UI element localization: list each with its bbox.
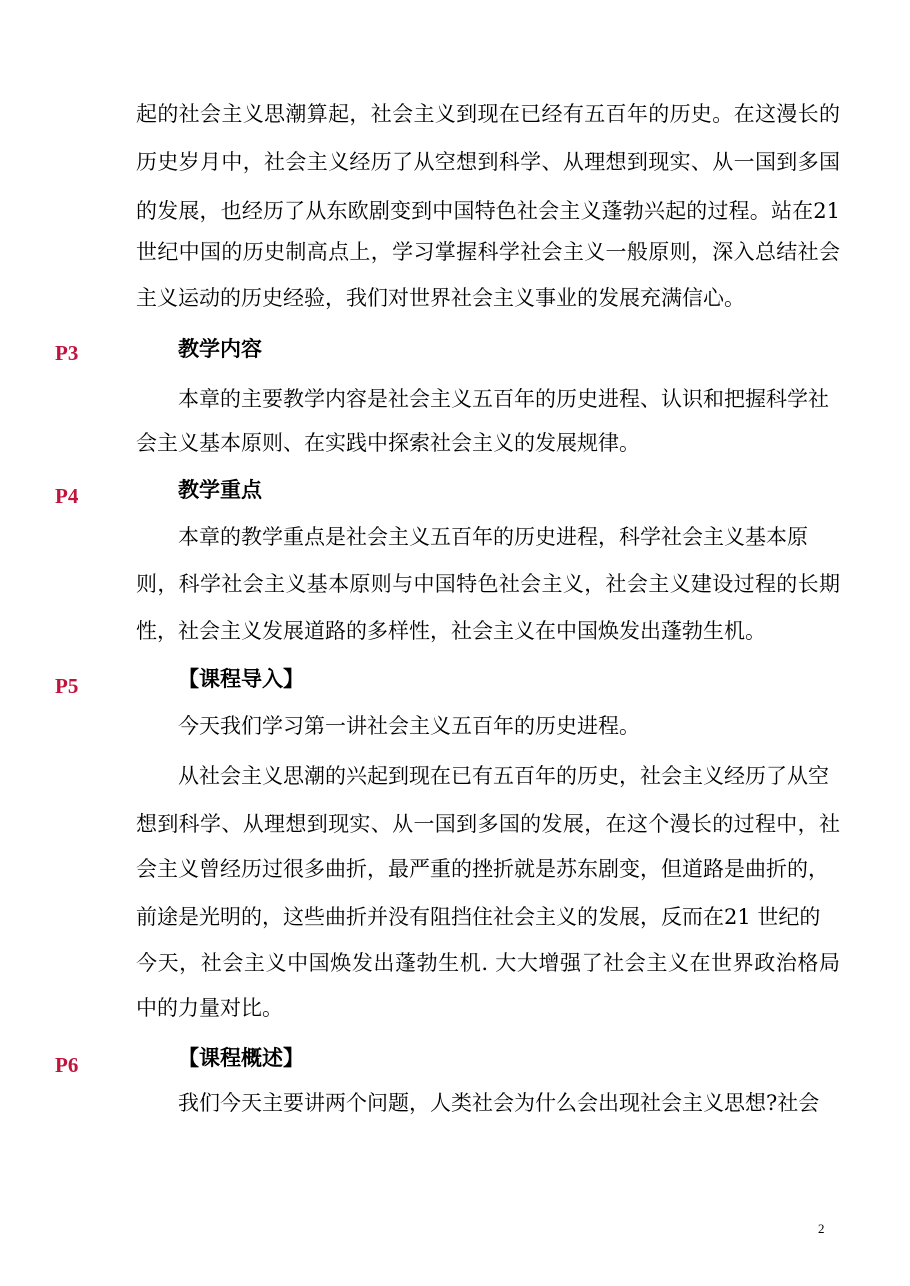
slide-marker: P6: [55, 1053, 79, 1077]
paragraph-line: 今天我们学习第一讲社会主义五百年的历史进程。: [178, 714, 640, 738]
paragraph-line: 前途是光明的，这些曲折并没有阻挡住社会主义的发展，反而在21 世纪的: [136, 905, 821, 929]
paragraph-line: 中的力量对比。: [136, 996, 283, 1020]
slide-marker: P3: [55, 341, 79, 365]
intro-line: 世纪中国的历史制高点上，学习掌握科学社会主义一般原则，深入总结社会: [136, 240, 840, 264]
paragraph-line: 会主义基本原则、在实践中探索社会主义的发展规律。: [136, 431, 640, 455]
paragraph-line: 从社会主义思潮的兴起到现在已有五百年的历史，社会主义经历了从空: [178, 764, 829, 788]
slide-marker: P5: [55, 674, 79, 698]
intro-line: 的发展，也经历了从东欧剧变到中国特色社会主义蓬勃兴起的过程。站在21: [136, 199, 840, 223]
intro-line: 主义运动的历史经验，我们对世界社会主义事业的发展充满信心。: [136, 286, 745, 310]
paragraph-line: 本章的主要教学内容是社会主义五百年的历史进程、认识和把握科学社: [178, 387, 829, 411]
paragraph-line: 本章的教学重点是社会主义五百年的历史进程，科学社会主义基本原: [178, 525, 808, 549]
intro-line: 起的社会主义思潮算起，社会主义到现在已经有五百年的历史。在这漫长的: [136, 102, 840, 126]
page-number: 2: [818, 1221, 825, 1236]
paragraph-line: 我们今天主要讲两个问题，人类社会为什么会出现社会主义思想?社会: [178, 1091, 820, 1115]
paragraph-line: 性，社会主义发展道路的多样性，社会主义在中国焕发出蓬勃生机。: [136, 619, 766, 643]
slide-marker: P4: [55, 484, 79, 508]
paragraph-line: 则，科学社会主义基本原则与中国特色社会主义，社会主义建设过程的长期: [136, 572, 840, 596]
intro-line: 历史岁月中，社会主义经历了从空想到科学、从理想到现实、从一国到多国: [136, 150, 840, 174]
section-heading: 【课程导入】: [178, 667, 304, 691]
paragraph-line: 会主义曾经历过很多曲折，最严重的挫折就是苏东剧变，但道路是曲折的，: [136, 857, 829, 881]
section-heading: 教学重点: [178, 478, 262, 502]
paragraph-line: 今天，社会主义中国焕发出蓬勃生机. 大大增强了社会主义在世界政治格局: [136, 951, 840, 975]
section-heading: 【课程概述】: [178, 1046, 304, 1070]
section-heading: 教学内容: [178, 337, 262, 361]
paragraph-line: 想到科学、从理想到现实、从一国到多国的发展，在这个漫长的过程中，社: [136, 812, 840, 836]
